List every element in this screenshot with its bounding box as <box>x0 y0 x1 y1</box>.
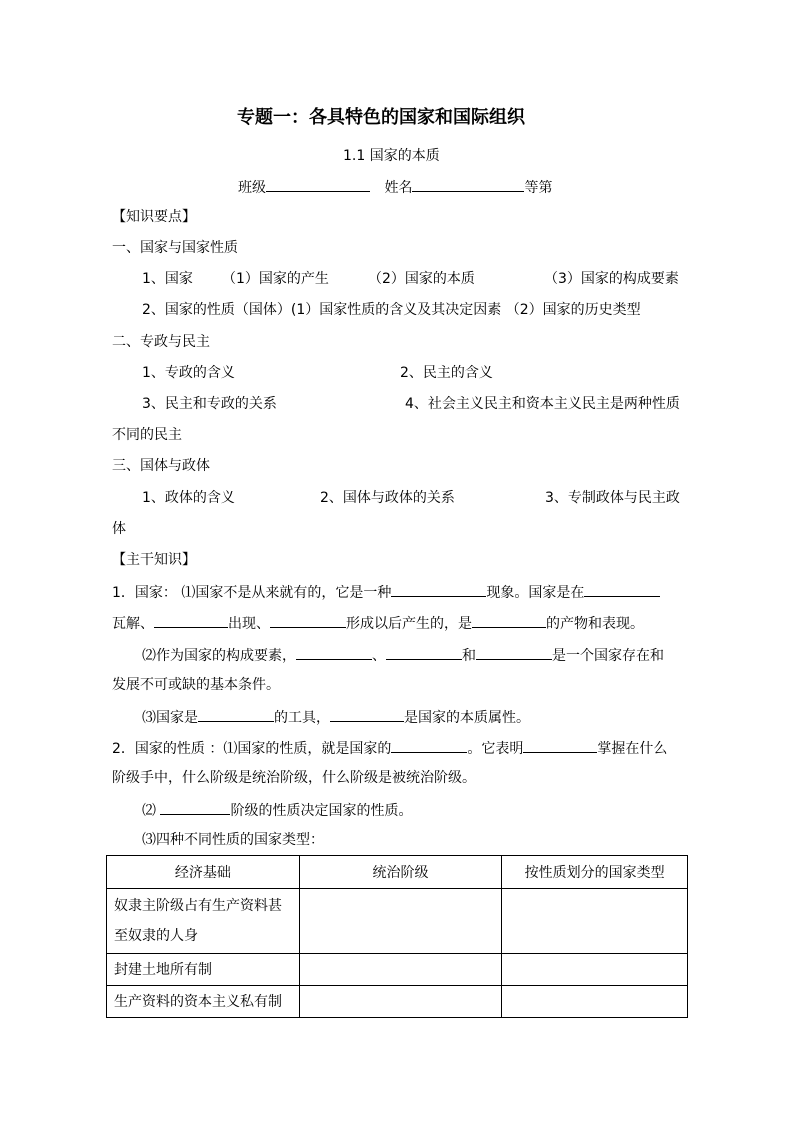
fill-blank[interactable] <box>160 799 230 815</box>
student-info-line <box>238 176 552 198</box>
fill-blank[interactable] <box>296 644 372 660</box>
table-row <box>107 954 688 986</box>
q2-text-e: ⑵ <box>142 803 161 819</box>
part3-item-1: 1、政体的含义 <box>142 490 235 506</box>
table-cell-empty[interactable] <box>502 954 688 986</box>
q2-line-3 <box>142 799 412 821</box>
q1-text-l: ⑶国家是 <box>142 710 198 726</box>
grade-label: 等第 <box>524 180 553 196</box>
fill-blank[interactable] <box>270 612 346 628</box>
q2-text-b: 。它表明 <box>467 741 524 757</box>
fill-blank[interactable] <box>584 581 660 597</box>
q1-text-c: 瓦解、 <box>112 616 154 632</box>
part1-heading: 一、国家与国家性质 <box>112 240 238 256</box>
part2-line-3: 不同的民主 <box>112 427 182 443</box>
part1-item-3: （2）国家的本质 <box>368 271 475 287</box>
table-cell-empty[interactable] <box>299 889 502 954</box>
part1-item-2: （1）国家的产生 <box>222 271 329 287</box>
part1-item-1: 1、国家 <box>142 271 193 287</box>
knowledge-points-heading: 【知识要点】 <box>112 209 196 225</box>
table-cell-empty[interactable] <box>502 986 688 1018</box>
fill-blank[interactable] <box>198 706 274 722</box>
table-header-cell: 按性质划分的国家类型 <box>502 856 688 889</box>
q1-text-j: 是一个国家存在和 <box>552 648 664 664</box>
fill-blank[interactable] <box>330 706 404 722</box>
name-label: 姓名 <box>384 180 413 196</box>
part2-item-3: 3、民主和专政的关系 <box>142 396 277 412</box>
table-cell-empty[interactable] <box>299 954 502 986</box>
fill-blank[interactable] <box>523 737 597 753</box>
q1-text-a: 1．国家： ⑴国家不是从来就有的，它是一种 <box>112 585 392 601</box>
q1-line-5 <box>142 706 530 728</box>
section-subtitle: 1.1 国家的本质 <box>343 148 440 164</box>
q1-line-3 <box>142 644 664 666</box>
table-header-cell: 统治阶级 <box>299 856 502 889</box>
part3-item-3: 3、专制政体与民主政 <box>545 490 680 506</box>
q1-text-m: 的工具， <box>274 710 330 726</box>
page-title: 专题一：各具特色的国家和国际组织 <box>237 107 525 128</box>
table-row <box>107 986 688 1018</box>
table-cell-empty[interactable] <box>299 986 502 1018</box>
part3-item-2: 2、国体与政体的关系 <box>320 490 455 506</box>
part1-item-4: （3）国家的构成要素 <box>544 271 679 287</box>
part2-item-2: 2、民主的含义 <box>400 365 493 381</box>
q1-text-n: 是国家的本质属性。 <box>404 710 530 726</box>
part2-item-4: 4、社会主义民主和资本主义民主是两种性质 <box>405 396 680 412</box>
q1-text-b: 现象。国家是在 <box>486 585 585 601</box>
q2-line-4: ⑶四种不同性质的国家类型： <box>142 832 324 848</box>
q1-line-4: 发展不可或缺的基本条件。 <box>112 677 280 693</box>
q2-text-f: 阶级的性质决定国家的性质。 <box>230 803 413 819</box>
fill-blank[interactable] <box>154 612 228 628</box>
table-row <box>107 889 688 954</box>
q2-line-2: 阶级手中，什么阶级是统治阶级，什么阶级是被统治阶级。 <box>112 770 476 786</box>
main-knowledge-heading: 【主干知识】 <box>112 552 196 568</box>
q1-text-e: 形成以后产生的，是 <box>346 616 472 632</box>
fill-blank[interactable] <box>391 737 467 753</box>
q1-text-f: 的产物和表现。 <box>546 616 644 632</box>
part2-heading: 二、专政与民主 <box>112 334 210 350</box>
q2-text-a: 2．国家的性质 ：⑴国家的性质，就是国家的 <box>112 741 392 757</box>
part3-line-2: 体 <box>112 521 126 537</box>
q2-text-c: 掌握在什么 <box>597 741 668 757</box>
fill-blank[interactable] <box>391 581 486 597</box>
table-header-row <box>107 856 688 889</box>
state-types-table <box>106 855 688 1018</box>
fill-blank[interactable] <box>386 644 462 660</box>
fill-blank[interactable] <box>472 612 546 628</box>
part2-item-1: 1、专政的含义 <box>142 365 235 381</box>
q1-text-i: 和 <box>462 648 476 664</box>
table-cell: 封建土地所有制 <box>107 954 300 986</box>
class-label: 班级 <box>238 180 266 196</box>
q1-text-g: ⑵作为国家的构成要素， <box>142 648 296 664</box>
q1-text-d: 出现、 <box>228 616 270 632</box>
name-blank[interactable] <box>412 176 524 192</box>
q2-line-1 <box>112 737 667 759</box>
class-blank[interactable] <box>266 176 370 192</box>
table-cell: 生产资料的资本主义私有制 <box>107 986 300 1018</box>
table-cell: 奴隶主阶级占有生产资料甚至奴隶的人身 <box>107 889 300 954</box>
q1-line-2 <box>112 612 644 634</box>
q1-text-h: 、 <box>372 648 386 664</box>
table-header-cell: 经济基础 <box>107 856 300 889</box>
table-cell-empty[interactable] <box>502 889 688 954</box>
q1-line-1 <box>112 581 660 603</box>
fill-blank[interactable] <box>476 644 552 660</box>
part3-heading: 三、国体与政体 <box>112 458 210 474</box>
part1-line-2: 2、国家的性质（国体）(1）国家性质的含义及其决定因素 （2）国家的历史类型 <box>142 302 641 318</box>
